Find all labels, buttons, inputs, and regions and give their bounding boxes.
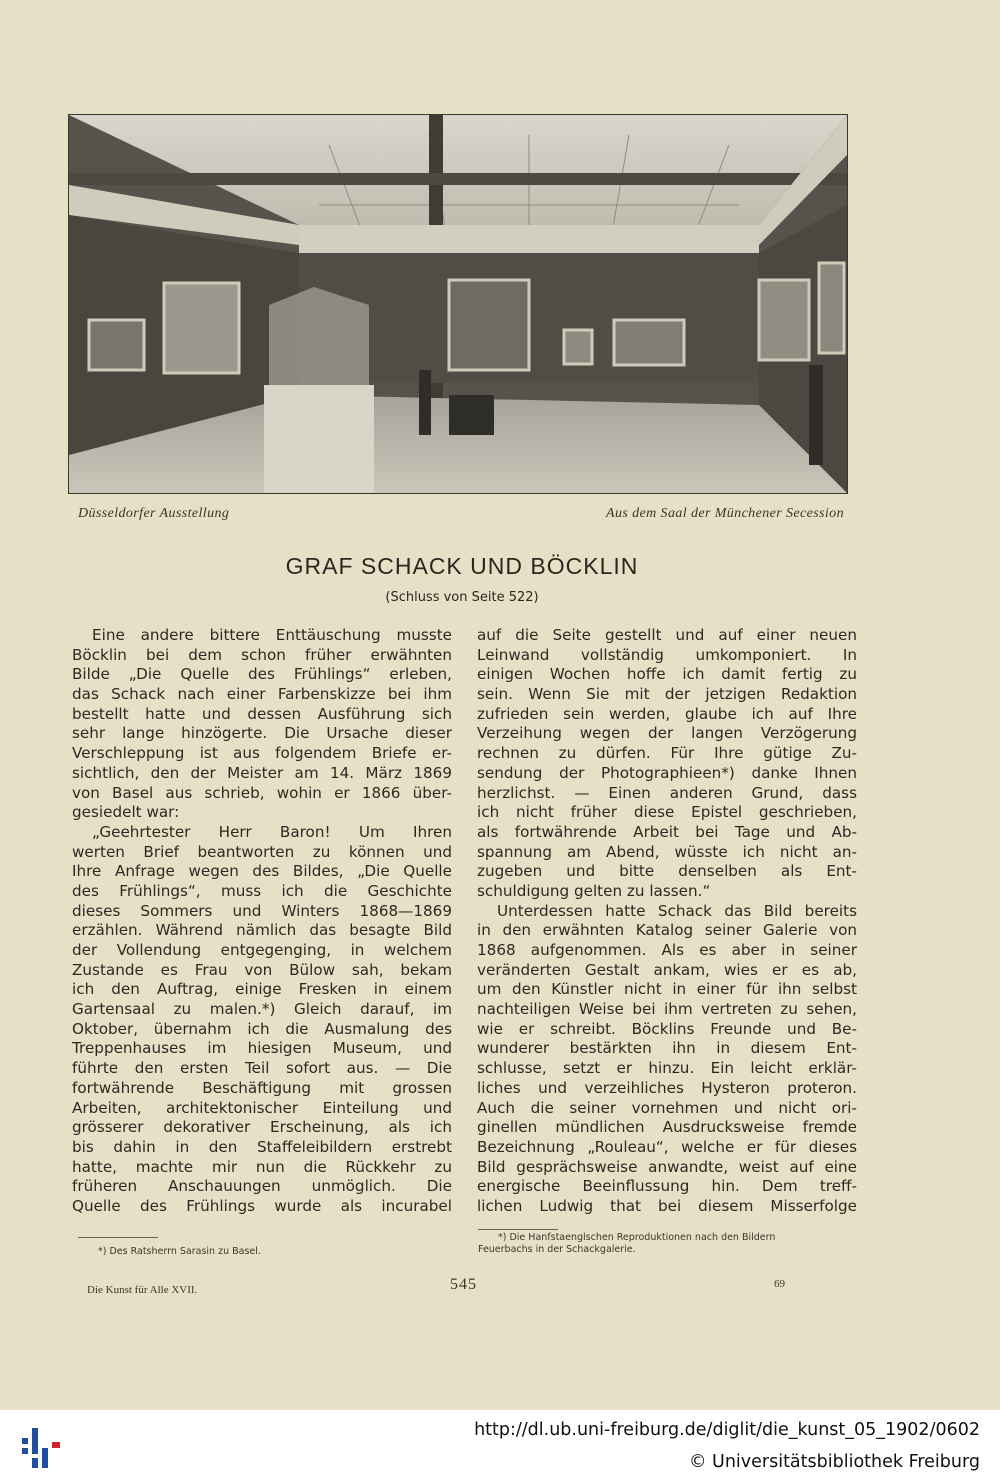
text-line: sichtlich, den der Meister am 14. März 1869 [72,763,452,782]
document-url-link[interactable]: http://dl.ub.uni-freiburg.de/diglit/die_kunst_05_1902/0602 [474,1420,980,1440]
exhibition-hall-image [69,115,847,493]
text-line: energische Beeinflussung hin. Dem treff- [477,1177,857,1196]
text-line: Arbeiten, architektonischer Einteilung und [72,1098,452,1117]
footnote-rule-right [478,1229,558,1230]
text-line: spannung am Abend, wüsste ich nicht an- [477,842,857,861]
text-line: sehr lange hinzögerte. Die Ursache dieser [72,724,452,743]
text-line: Auch die seiner vornehmen und nicht ori- [477,1098,857,1117]
text-line: Verschleppung ist aus folgendem Briefe er- [72,744,452,763]
text-line: schuldigung gelten zu lassen.“ [477,881,711,900]
text-line: einigen Wochen hoffe ich damit fertig zu [477,665,857,684]
text-line: als fortwährende Arbeit bei Tage und Ab- [477,822,857,841]
text-line: des Frühlings“, muss ich die Geschichte [72,881,452,900]
text-line: Gartensaal zu malen.*) Gleich darauf, im [72,1000,452,1019]
text-line: Bezeichnung „Rouleau“, welche er für dieses [477,1137,857,1156]
text-line: Treppenhauses im hiesigen Museum, und [72,1039,452,1058]
text-line: bestellt hatte und dessen Ausführung sich [72,704,452,723]
library-logo-icon [18,1424,64,1470]
text-line: zugeben und bitte denselben als Ent- [477,862,857,881]
text-line: sein. Wenn Sie mit der jetzigen Redaktion [477,685,857,704]
text-line: das Schack nach einer Farbenskizze bei ihm [72,685,452,704]
article-subtitle: (Schluss von Seite 522) [385,590,539,605]
text-line: Quelle des Frühlings wurde als incurabel [72,1196,452,1215]
text-line: dieses Sommers und Winters 1868—1869 [72,901,452,920]
text-line: ich den Auftrag, einige Fresken in einem [72,980,452,999]
footnote-left: *) Des Ratsherrn Sarasin zu Basel. [98,1246,261,1257]
text-line: Leinwand vollständig umkomponiert. In [477,645,857,664]
text-line: grösserer dekorativer Erscheinung, als ich [72,1118,452,1137]
text-line: von Basel aus schrieb, wohin er 1866 über- [72,783,452,802]
journal-name: Die Kunst für Alle XVII. [87,1284,198,1296]
text-line: bis dahin in den Staffeleibildern erstrebt [72,1137,452,1156]
text-line: wie er schreibt. Böcklins Freunde und Be- [477,1019,857,1038]
text-line: Oktober, übernahm ich die Ausmalung des [72,1019,452,1038]
text-line: früheren Anschauungen unmöglich. Die [72,1177,452,1196]
text-line: sendung der Photographieen*) danke Ihnen [477,763,857,782]
text-line: lichen Ludwig that bei diesem Misserfolge [477,1196,857,1215]
footnote-right [478,1232,856,1256]
text-line: gesiedelt war: [72,803,180,822]
page-number: 545 [450,1276,477,1293]
footnote-right-line-2: Feuerbachs in der Schackgalerie. [478,1244,636,1255]
text-line: veränderten Gestalt ankam, wies er es ab, [477,960,857,979]
text-line: führte den ersten Teil sofort aus. — Die [72,1059,452,1078]
text-line: auf die Seite gestellt und auf einer neuen [477,626,857,644]
gallery-photo [68,114,848,494]
signature-mark: 69 [774,1278,785,1290]
text-line: hatte, machte mir nun die Rückkehr zu [72,1157,452,1176]
figure-caption-left: Düsseldorfer Ausstellung [78,506,230,521]
text-line: ginellen mündlichen Ausdrucksweise fremde [477,1118,857,1137]
text-line: Bilde „Die Quelle des Frühlings“ erleben, [72,665,452,684]
library-footer-bar [0,1410,1000,1483]
text-line: in den erwähnten Katalog seiner Galerie von [477,921,857,940]
footnote-right-line-1: *) Die Hanfstaenglschen Reproduktionen nach den Bildern [498,1232,776,1243]
text-line: 1868 aufgenommen. Als es aber in seiner [477,941,857,959]
text-line: liches und verzeihliches Hysteron proteron. [477,1078,857,1097]
text-line: erzählen. Während nämlich das besagte Bild [72,921,452,940]
text-line: Böcklin bei dem schon früher erwähnten [72,645,452,664]
text-line: „Geehrtester Herr Baron! Um Ihren [92,822,452,841]
text-line: fortwährende Beschäftigung mit grossen [72,1078,452,1097]
text-line: zufrieden sein werden, glaube ich auf Ihre [477,704,857,723]
text-column-right [477,626,857,1217]
text-line: Verzeihung wegen der langen Verzögerung [477,724,857,743]
footnote-rule-left [78,1237,158,1238]
text-line: herzlichst. — Einen anderen Grund, dass [477,783,857,802]
text-line: Ihre Anfrage wegen des Bildes, „Die Quelle [72,862,452,881]
text-line: wunderer bestärkten ihn in diesem Ent- [477,1039,857,1058]
text-line: werten Brief beantworten zu können und [72,842,452,861]
text-line: Unterdessen hatte Schack das Bild bereits [497,901,857,920]
text-column-left [72,626,452,1217]
figure-caption-right: Aus dem Saal der Münchener Secession [606,506,844,521]
text-line: Bild gesprächsweise anwandte, weist auf eine [477,1157,857,1176]
copyright-credit: © Universitätsbibliothek Freiburg [688,1452,980,1472]
text-line: Eine andere bittere Enttäuschung musste [92,626,452,644]
text-line: nachteiligen Weise bei ihm vertreten zu sehen, [477,1000,857,1019]
text-line: ich nicht früher diese Epistel geschrieben, [477,803,857,822]
article-title: GRAF SCHACK UND BÖCKLIN [285,553,639,579]
text-line: rechnen zu dürfen. Für Ihre gütige Zu- [477,744,857,763]
text-line: schlusse, setzt er hinzu. Ein leicht erklär- [477,1059,857,1078]
text-line: der Vollendung entgegenging, in welchem [72,941,452,959]
text-line: Zustande es Frau von Bülow sah, bekam [72,960,452,979]
text-line: um den Künstler nicht in einer für ihn selbst [477,980,857,999]
